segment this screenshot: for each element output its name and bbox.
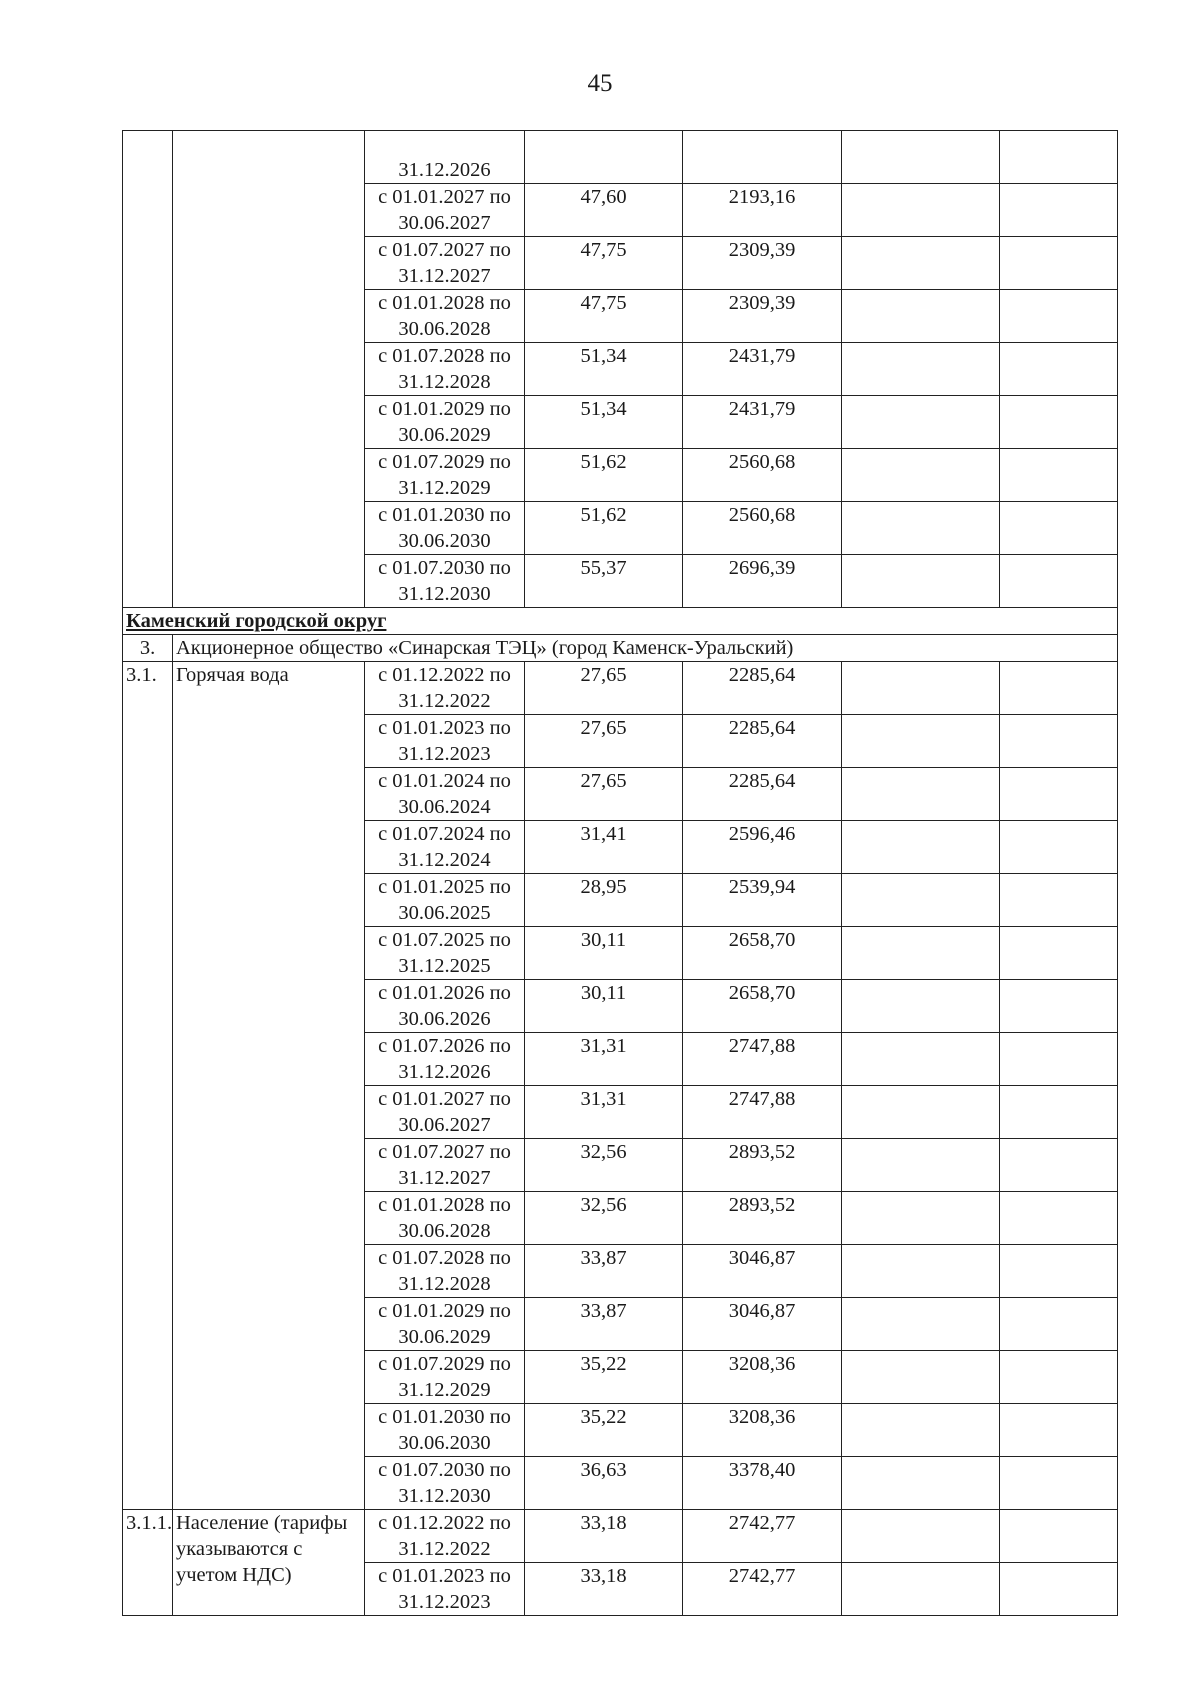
tariff-value-cell: [683, 184, 842, 237]
tariff-value-cell: [525, 555, 683, 608]
period-end: 30.06.2027: [398, 212, 491, 234]
period-cell: [365, 396, 525, 449]
region-title: Каменский городской округ: [123, 608, 1118, 635]
tariff-value: 3208,36: [728, 1406, 796, 1428]
empty-cell: [1000, 1298, 1118, 1351]
tariff-value: 33,87: [580, 1247, 627, 1269]
tariff-value: 3378,40: [728, 1459, 796, 1481]
empty-cell: [1000, 874, 1118, 927]
period-start: с 01.07.2026 по: [378, 1035, 511, 1057]
period-cell: [365, 1298, 525, 1351]
tariff-value: 55,37: [580, 557, 627, 579]
empty-cell: [842, 1033, 1000, 1086]
item-number: 3.1.1.: [123, 1510, 173, 1616]
period-start: с 01.01.2027 по: [378, 186, 511, 208]
tariff-value-cell: [683, 1510, 842, 1563]
period-end: 31.12.2022: [398, 1538, 491, 1560]
tariff-value-cell: [683, 555, 842, 608]
empty-cell: [842, 1192, 1000, 1245]
tariff-value: 2539,94: [728, 876, 796, 898]
tariff-value: 27,65: [580, 770, 627, 792]
empty-cell: [842, 980, 1000, 1033]
tariff-value-cell: [683, 396, 842, 449]
tariff-value: 31,31: [580, 1035, 627, 1057]
tariff-value-cell: [683, 1351, 842, 1404]
tariff-value: 51,62: [580, 451, 627, 473]
tariff-value-cell: [525, 1510, 683, 1563]
num-cell: [123, 131, 173, 608]
tariff-value-cell: [525, 1351, 683, 1404]
tariff-value: 28,95: [580, 876, 627, 898]
tariff-value-cell: [683, 1192, 842, 1245]
empty-cell: [1000, 1139, 1118, 1192]
tariff-value: 3046,87: [728, 1247, 796, 1269]
tariff-value: 36,63: [580, 1459, 627, 1481]
period-start: с 01.07.2028 по: [378, 1247, 511, 1269]
tariff-value: 3208,36: [728, 1353, 796, 1375]
tariff-value-cell: [525, 1457, 683, 1510]
tariff-value-cell: [525, 821, 683, 874]
period-start: с 01.01.2028 по: [378, 292, 511, 314]
empty-cell: [1000, 1086, 1118, 1139]
org-number: 3.: [123, 635, 173, 662]
period-start: с 01.01.2023 по: [378, 1565, 511, 1587]
name-cell: [173, 131, 365, 608]
period-cell: [365, 1245, 525, 1298]
period-end: 31.12.2028: [398, 1273, 491, 1295]
empty-cell: [1000, 1351, 1118, 1404]
period-cell: [365, 184, 525, 237]
period-cell: [365, 343, 525, 396]
empty-cell: [842, 874, 1000, 927]
empty-cell: [1000, 1033, 1118, 1086]
period-cell: [365, 980, 525, 1033]
org-row: [123, 635, 1118, 662]
period-end: 31.12.2029: [398, 477, 491, 499]
tariff-value-cell: [525, 396, 683, 449]
empty-cell: [842, 449, 1000, 502]
period-start: с 01.07.2030 по: [378, 1459, 511, 1481]
period-start: с 01.01.2030 по: [378, 504, 511, 526]
tariff-value-cell: [683, 662, 842, 715]
period-cell: [365, 290, 525, 343]
tariff-value-cell: [683, 449, 842, 502]
period-end: 31.12.2025: [398, 955, 491, 977]
period-start: с 01.07.2028 по: [378, 345, 511, 367]
empty-cell: [842, 1351, 1000, 1404]
empty-cell: [842, 290, 1000, 343]
period-end: 30.06.2027: [398, 1114, 491, 1136]
tariff-value-cell: [683, 715, 842, 768]
tariff-value: 2658,70: [728, 929, 796, 951]
empty-cell: [1000, 1245, 1118, 1298]
tariff-value: 2431,79: [728, 345, 796, 367]
empty-cell: [842, 343, 1000, 396]
period-end: 30.06.2030: [398, 530, 491, 552]
tariff-value: 51,62: [580, 504, 627, 526]
tariff-value-cell: [683, 1404, 842, 1457]
empty-cell: [1000, 1457, 1118, 1510]
tariff-value: 2285,64: [728, 770, 796, 792]
tariff-value: 33,87: [580, 1300, 627, 1322]
tariff-value: 2193,16: [728, 186, 796, 208]
empty-cell: [842, 662, 1000, 715]
period-end: 31.12.2023: [398, 1591, 491, 1613]
tariff-value: 2309,39: [728, 239, 796, 261]
tariff-value: 2658,70: [728, 982, 796, 1004]
tariff-value-cell: [683, 343, 842, 396]
empty-cell: [842, 1139, 1000, 1192]
empty-cell: [842, 131, 1000, 184]
empty-cell: [1000, 396, 1118, 449]
empty-cell: [1000, 662, 1118, 715]
period-end: 31.12.2023: [398, 743, 491, 765]
item-name: [173, 1510, 365, 1616]
page-number: 45: [587, 70, 613, 97]
period-start: с 01.07.2025 по: [378, 929, 511, 951]
empty-cell: [842, 1086, 1000, 1139]
tariff-value-cell: [683, 1563, 842, 1616]
tariff-value-cell: [683, 874, 842, 927]
period-start: с 01.01.2026 по: [378, 982, 511, 1004]
period-cell: [365, 662, 525, 715]
tariff-value-cell: [683, 131, 842, 184]
period-start: с 01.07.2030 по: [378, 557, 511, 579]
empty-cell: [1000, 768, 1118, 821]
empty-cell: [1000, 1510, 1118, 1563]
period-end: 31.12.2027: [398, 265, 491, 287]
empty-cell: [842, 715, 1000, 768]
empty-cell: [842, 502, 1000, 555]
tariff-value: 2696,39: [728, 557, 796, 579]
period-cell: [365, 449, 525, 502]
tariff-value-cell: [525, 662, 683, 715]
tariff-value: 47,75: [580, 292, 627, 314]
empty-cell: [1000, 502, 1118, 555]
period-start: с 01.07.2024 по: [378, 823, 511, 845]
tariff-value-cell: [525, 1404, 683, 1457]
empty-cell: [842, 1404, 1000, 1457]
tariff-value: 31,31: [580, 1088, 627, 1110]
empty-cell: [1000, 1563, 1118, 1616]
tariff-value-cell: [525, 980, 683, 1033]
period-end: 31.12.2030: [398, 1485, 491, 1507]
period-start: с 01.01.2025 по: [378, 876, 511, 898]
period-cell: [365, 768, 525, 821]
period-start: с 01.07.2027 по: [378, 1141, 511, 1163]
period-end: 31.12.2030: [398, 583, 491, 605]
period-start: с 01.12.2022 по: [378, 1512, 511, 1534]
tariff-value: 2431,79: [728, 398, 796, 420]
tariff-value: 2893,52: [728, 1194, 796, 1216]
period-cell: [365, 1404, 525, 1457]
table-row: [123, 131, 1118, 184]
tariff-value-cell: [525, 1033, 683, 1086]
tariff-value: 33,18: [580, 1565, 627, 1587]
tariff-value-cell: [525, 290, 683, 343]
period-start: с 01.01.2028 по: [378, 1194, 511, 1216]
tariff-value-cell: [525, 343, 683, 396]
empty-cell: [1000, 184, 1118, 237]
tariff-value: 2747,88: [728, 1035, 796, 1057]
region-row: [123, 608, 1118, 635]
empty-cell: [1000, 980, 1118, 1033]
tariff-value: 51,34: [580, 345, 627, 367]
tariff-value: 2560,68: [728, 504, 796, 526]
period-cell: [365, 237, 525, 290]
empty-cell: [1000, 821, 1118, 874]
period-end: 31.12.2022: [398, 690, 491, 712]
period-end: 31.12.2027: [398, 1167, 491, 1189]
item-name-line: Население (тарифы: [176, 1512, 348, 1534]
tariff-value-cell: [683, 821, 842, 874]
tariff-value-cell: [525, 502, 683, 555]
empty-cell: [1000, 1404, 1118, 1457]
period-end: 31.12.2028: [398, 371, 491, 393]
tariff-value: 32,56: [580, 1141, 627, 1163]
period-cell: [365, 1351, 525, 1404]
tariff-value-cell: [525, 237, 683, 290]
tariff-value: 47,60: [580, 186, 627, 208]
period-end: 30.06.2026: [398, 1008, 491, 1030]
period-start: с 01.01.2027 по: [378, 1088, 511, 1110]
tariff-value: 2747,88: [728, 1088, 796, 1110]
tariff-value: 35,22: [580, 1406, 627, 1428]
item-number: 3.1.: [123, 662, 173, 1510]
tariff-value-cell: [525, 1086, 683, 1139]
table-row: [123, 1510, 1118, 1563]
tariff-value-cell: [683, 1245, 842, 1298]
empty-cell: [1000, 290, 1118, 343]
tariff-value: 32,56: [580, 1194, 627, 1216]
empty-cell: [1000, 343, 1118, 396]
period-start: с 01.01.2030 по: [378, 1406, 511, 1428]
period-end: 30.06.2028: [398, 318, 491, 340]
period-start: с 01.01.2024 по: [378, 770, 511, 792]
period-end: 30.06.2024: [398, 796, 491, 818]
tariff-value: 2742,77: [728, 1565, 796, 1587]
period-cell: [365, 1139, 525, 1192]
tariff-value-cell: [525, 449, 683, 502]
tariff-value-cell: [683, 927, 842, 980]
tariff-value-cell: [683, 237, 842, 290]
period-cell: [365, 1563, 525, 1616]
period-start: с 01.07.2029 по: [378, 1353, 511, 1375]
period-cell: [365, 555, 525, 608]
period-cell: [365, 1192, 525, 1245]
tariff-value-cell: [525, 1192, 683, 1245]
tariff-value-cell: [683, 1298, 842, 1351]
tariff-value-cell: [525, 1139, 683, 1192]
tariff-value: 30,11: [580, 929, 627, 951]
period-cell: [365, 821, 525, 874]
empty-cell: [1000, 131, 1118, 184]
empty-cell: [1000, 927, 1118, 980]
tariff-value: 2285,64: [728, 717, 796, 739]
tariff-value-cell: [683, 290, 842, 343]
tariff-value: 47,75: [580, 239, 627, 261]
empty-cell: [842, 1457, 1000, 1510]
period-cell: [365, 1510, 525, 1563]
tariff-value: 3046,87: [728, 1300, 796, 1322]
period-start: с 01.01.2029 по: [378, 398, 511, 420]
period-cell: [365, 1457, 525, 1510]
table-row: [123, 662, 1118, 715]
period-cell: [365, 502, 525, 555]
tariff-value-cell: [683, 1086, 842, 1139]
period-end: 30.06.2029: [398, 424, 491, 446]
period-end: 30.06.2028: [398, 1220, 491, 1242]
tariff-value-cell: [683, 1457, 842, 1510]
period-end: 31.12.2029: [398, 1379, 491, 1401]
empty-cell: [842, 927, 1000, 980]
empty-cell: [842, 555, 1000, 608]
empty-cell: [842, 1245, 1000, 1298]
empty-cell: [1000, 555, 1118, 608]
tariff-value: 30,11: [580, 982, 627, 1004]
period-cell: [365, 131, 525, 184]
tariff-value-cell: [525, 927, 683, 980]
empty-cell: [1000, 1192, 1118, 1245]
empty-cell: [842, 1298, 1000, 1351]
period-end: 31.12.2024: [398, 849, 491, 871]
period-end: 31.12.2026: [398, 1061, 491, 1083]
empty-cell: [842, 1510, 1000, 1563]
org-name: Акционерное общество «Синарская ТЭЦ» (город Каменск-Уральский): [173, 635, 1118, 662]
period-start: с 01.01.2029 по: [378, 1300, 511, 1322]
empty-cell: [842, 821, 1000, 874]
period-end: 30.06.2030: [398, 1432, 491, 1454]
period-end: 31.12.2026: [398, 159, 491, 181]
item-name-line: указываются с: [176, 1538, 303, 1560]
period-start: с 01.01.2023 по: [378, 717, 511, 739]
period-start: с 01.07.2029 по: [378, 451, 511, 473]
empty-cell: [842, 768, 1000, 821]
tariff-value: 27,65: [580, 664, 627, 686]
tariff-value-cell: [683, 502, 842, 555]
tariff-value-cell: [525, 874, 683, 927]
empty-cell: [842, 1563, 1000, 1616]
tariff-value-cell: [683, 980, 842, 1033]
tariff-value-cell: [683, 1033, 842, 1086]
item-name: Горячая вода: [173, 662, 365, 1510]
period-cell: [365, 927, 525, 980]
tariff-table: [122, 130, 1118, 1616]
empty-cell: [1000, 715, 1118, 768]
tariff-value: 2560,68: [728, 451, 796, 473]
tariff-value-cell: [525, 1298, 683, 1351]
tariff-value: 2893,52: [728, 1141, 796, 1163]
tariff-value: 2285,64: [728, 664, 796, 686]
tariff-value-cell: [525, 768, 683, 821]
empty-cell: [1000, 449, 1118, 502]
period-start: с 01.07.2027 по: [378, 239, 511, 261]
tariff-value: 35,22: [580, 1353, 627, 1375]
empty-cell: [1000, 237, 1118, 290]
tariff-value-cell: [683, 768, 842, 821]
period-end: 30.06.2025: [398, 902, 491, 924]
tariff-value: 31,41: [580, 823, 627, 845]
tariff-value-cell: [525, 184, 683, 237]
tariff-value-cell: [525, 715, 683, 768]
period-end: 30.06.2029: [398, 1326, 491, 1348]
tariff-value: 33,18: [580, 1512, 627, 1534]
tariff-value-cell: [683, 1139, 842, 1192]
period-cell: [365, 1033, 525, 1086]
tariff-value: 2596,46: [728, 823, 796, 845]
empty-cell: [842, 396, 1000, 449]
tariff-value-cell: [525, 131, 683, 184]
tariff-value-cell: [525, 1245, 683, 1298]
tariff-value-cell: [525, 1563, 683, 1616]
period-cell: [365, 874, 525, 927]
period-start: с 01.12.2022 по: [378, 664, 511, 686]
empty-cell: [842, 237, 1000, 290]
tariff-value: 2309,39: [728, 292, 796, 314]
tariff-value: 51,34: [580, 398, 627, 420]
empty-cell: [842, 184, 1000, 237]
period-cell: [365, 1086, 525, 1139]
tariff-value: 2742,77: [728, 1512, 796, 1534]
item-name-line: учетом НДС): [176, 1564, 292, 1586]
tariff-value: 27,65: [580, 717, 627, 739]
period-cell: [365, 715, 525, 768]
